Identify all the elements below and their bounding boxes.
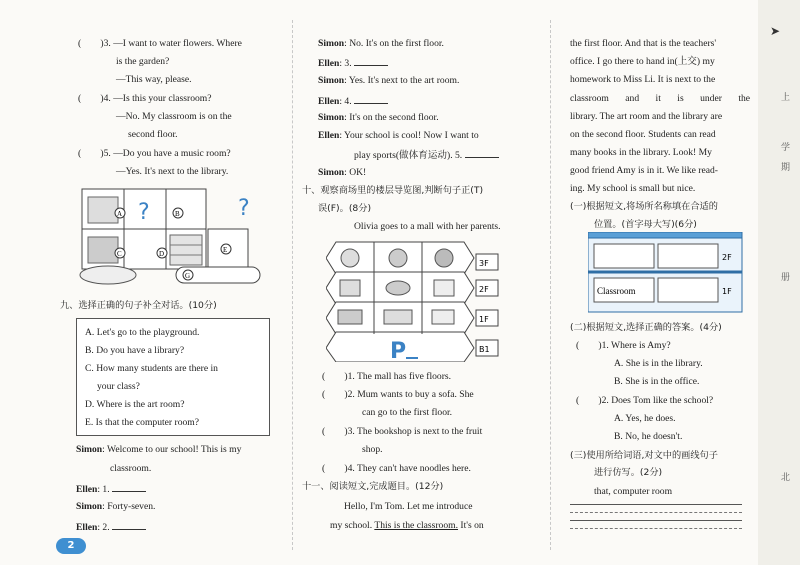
c2-dialogue-5 [318,112,439,124]
q3-text-cont: is the garden? [116,56,170,67]
q5-number: ( )5. [78,148,111,159]
label-c: C [117,250,122,258]
statement-number: ( )2. [322,389,355,400]
label-a: A [117,210,123,218]
statement-1 [322,371,451,383]
dialogue-text: : 1. [97,484,110,495]
speaker-simon: Simon [318,112,345,123]
answer-blank-2[interactable] [112,520,146,530]
c2-dialogue-6 [318,130,479,142]
q3-line [78,38,242,50]
q2-line [576,395,713,407]
option-c-cont: your class? [97,381,140,392]
cake-icon [389,249,407,267]
school-picture [78,183,268,287]
question-mark-1: ? [238,196,250,221]
margin-char: 学 [780,143,790,153]
dialogue-3 [76,501,155,513]
parking-icon: P [390,339,407,362]
option-c: C. How many students are there in [85,363,218,374]
floor-label-1f: 1F [722,287,732,296]
answer-blank-4[interactable] [354,94,388,104]
option-a: A. Let's go to the playground. [85,327,200,338]
q2-number: ( )2. [576,395,609,406]
passage-text: It's on [458,520,484,531]
q1-number: ( )1. [576,340,609,351]
margin-char: 上 [780,93,790,103]
dialogue-text: : OK! [344,167,367,178]
right-margin [758,0,800,565]
dialogue-text: : No. It's on the first floor. [344,38,444,49]
dialogue-text: play sports(做体育运动). 5. [354,150,463,161]
c2-dialogue-2 [318,56,388,70]
passage-text: my school. [330,520,375,531]
c2-dialogue-7 [318,167,366,179]
section-10-title-cont: 误(F)。(8分) [318,203,372,214]
passage-line-1: Hello, I'm Tom. Let me introduce [344,501,473,512]
q4-line [78,93,212,105]
passage-line: ing. My school is small but nice. [570,183,696,194]
margin-char: 册 [780,273,790,283]
room-1f-right[interactable] [658,278,718,302]
dialogue-text: : Your school is cool! Now I want to [339,130,479,141]
q4-answer: —No. My classroom is on the [116,111,232,122]
school-building-diagram [588,232,748,314]
answer-blank-1[interactable] [112,482,146,492]
dialogue-1 [76,444,241,456]
q1-option-b[interactable]: B. She is in the office. [614,376,700,387]
column-divider-2 [550,20,551,550]
option-b: B. Do you have a library? [85,345,185,356]
dialogue-text: : Forty-seven. [102,501,156,512]
room-2f-left[interactable] [594,244,654,268]
writing-line[interactable] [570,528,742,529]
passage-line: many books in the library. Look! My [570,147,712,158]
writing-line[interactable] [570,520,742,521]
sofa-icon [338,310,362,324]
burger-icon [435,249,453,267]
option-e: E. Is that the computer room? [85,417,200,428]
statement-text: They can't have noodles here. [357,463,471,474]
statement-number: ( )3. [322,426,355,437]
given-words: that, computer room [594,486,673,497]
dialogue-text: : 2. [97,522,110,533]
floor-label-b1: B1 [479,345,490,354]
speaker-ellen: Ellen [76,522,98,533]
options-box [76,318,270,436]
label-d: D [159,250,165,258]
dialogue-text: : It's on the second floor. [344,112,439,123]
c2-dialogue-1 [318,38,444,50]
statement-text: The bookshop is next to the fruit [357,426,483,437]
speaker-simon: Simon [76,444,103,455]
dialogue-text: : 3. [339,58,352,69]
statement-number: ( )4. [322,463,355,474]
q1-line [576,340,671,352]
c2-dialogue-3 [318,75,459,87]
speaker-ellen: Ellen [318,96,340,107]
passage-line: library. The art room and the library are [570,111,723,122]
passage-line-2 [330,520,484,532]
mall-guide [326,238,502,362]
q5-line [78,148,231,160]
margin-char: 北 [780,473,790,483]
q5-answer: —Yes. It's next to the library. [116,166,229,177]
q3-text: —I want to water flowers. Where [113,38,242,49]
q5-text: —Do you have a music room? [113,148,231,159]
passage-line: office. I go there to hand in(上交) my [570,56,715,67]
section-10-intro: Olivia goes to a mall with her parents. [354,221,501,232]
section-11-title: 十一、阅读短文,完成题目。(12分) [302,481,444,492]
rocket-icon: ➤ [770,24,781,38]
option-d: D. Where is the art room? [85,399,185,410]
passage-line: good friend Amy is in it. We like read- [570,165,718,176]
noodle-bowl-icon [341,249,359,267]
q4-number: ( )4. [78,93,111,104]
part-1-title-cont: 位置。(首字母大写)(6分) [594,219,697,230]
label-b: B [175,210,180,218]
part-3-title: (三)使用所给词语,对文中的画线句子 [570,450,718,461]
classroom-label: Classroom [597,286,636,296]
statement-2-cont: can go to the first floor. [362,407,453,418]
statement-number: ( )1. [322,371,355,382]
dialogue-2 [76,482,146,496]
speaker-simon: Simon [318,75,345,86]
statement-2 [322,389,474,401]
q2-text: Does Tom like the school? [611,395,714,406]
fruit-icon [386,281,410,295]
section-9-title: 九、选择正确的句子补全对话。(10分) [60,300,217,311]
question-mark-2: ? [138,200,150,225]
floor-label-1f: 1F [479,315,489,324]
answer-blank-3[interactable] [354,56,388,66]
floor-label-2f: 2F [722,253,732,262]
q1-option-a[interactable]: A. She is in the library. [614,358,703,369]
q4-text: —Is this your classroom? [113,93,212,104]
garden [80,266,136,284]
books-icon [340,280,360,296]
q2-option-b[interactable]: B. No, he doesn't. [614,431,683,442]
part-2-title: (二)根据短文,选择正确的答案。(4分) [570,322,722,333]
clothes-icon [434,280,454,296]
q2-option-a[interactable]: A. Yes, he does. [614,413,676,424]
label-g: G [185,272,191,280]
c2-dialogue-6-cont [354,148,499,162]
q1-text: Where is Amy? [611,340,671,351]
roof [588,232,742,238]
speaker-ellen: Ellen [318,58,340,69]
speaker-simon: Simon [318,38,345,49]
margin-char: 期 [780,163,790,173]
dialogue-text: : Welcome to our school! This is my [102,444,242,455]
c2-dialogue-4 [318,94,388,108]
room-2f-right[interactable] [658,244,718,268]
speaker-ellen: Ellen [318,130,340,141]
dialogue-1-cont: classroom. [110,463,152,474]
passage-line: on the second floor. Students can read [570,129,716,140]
statement-4 [322,463,471,475]
people-icon [432,310,454,324]
room-a-desks [88,197,118,223]
passage-line: classroom and it is under the [570,93,751,104]
part-1-title: (一)根据短文,将场所名称填在合适的 [570,201,718,212]
speaker-ellen: Ellen [76,484,98,495]
writing-line[interactable] [570,512,742,513]
column-divider-1 [292,20,293,550]
speaker-simon: Simon [318,167,345,178]
statement-text: Mum wants to buy a sofa. She [357,389,474,400]
tools-icon [384,310,412,324]
part-3-title-cont: 进行仿写。(2分) [594,467,663,478]
writing-line[interactable] [570,504,742,505]
underlined-sentence: This is the classroom. [374,520,459,531]
statement-text: The mall has five floors. [357,371,452,382]
label-e: E [223,246,228,254]
statement-3 [322,426,482,438]
section-10-title: 十、观察商场里的楼层导览图,判断句子正(T) [302,185,484,196]
statement-3-cont: shop. [362,444,383,455]
page-number: 2 [56,538,86,554]
passage-line: homework to Miss Li. It is next to the [570,74,716,85]
floor-label-3f: 3F [479,259,489,268]
q3-number: ( )3. [78,38,111,49]
room-c-desks [88,237,118,263]
speaker-simon: Simon [76,501,103,512]
q4-answer-cont: second floor. [128,129,178,140]
answer-blank-5[interactable] [465,148,499,158]
q3-answer: —This way, please. [116,74,192,85]
room-d-shelves [170,235,202,265]
passage-line: the first floor. And that is the teachers' [570,38,717,49]
dialogue-text: : 4. [339,96,352,107]
floor-label-2f: 2F [479,285,489,294]
dialogue-4 [76,520,146,534]
dialogue-text: : Yes. It's next to the art room. [344,75,460,86]
